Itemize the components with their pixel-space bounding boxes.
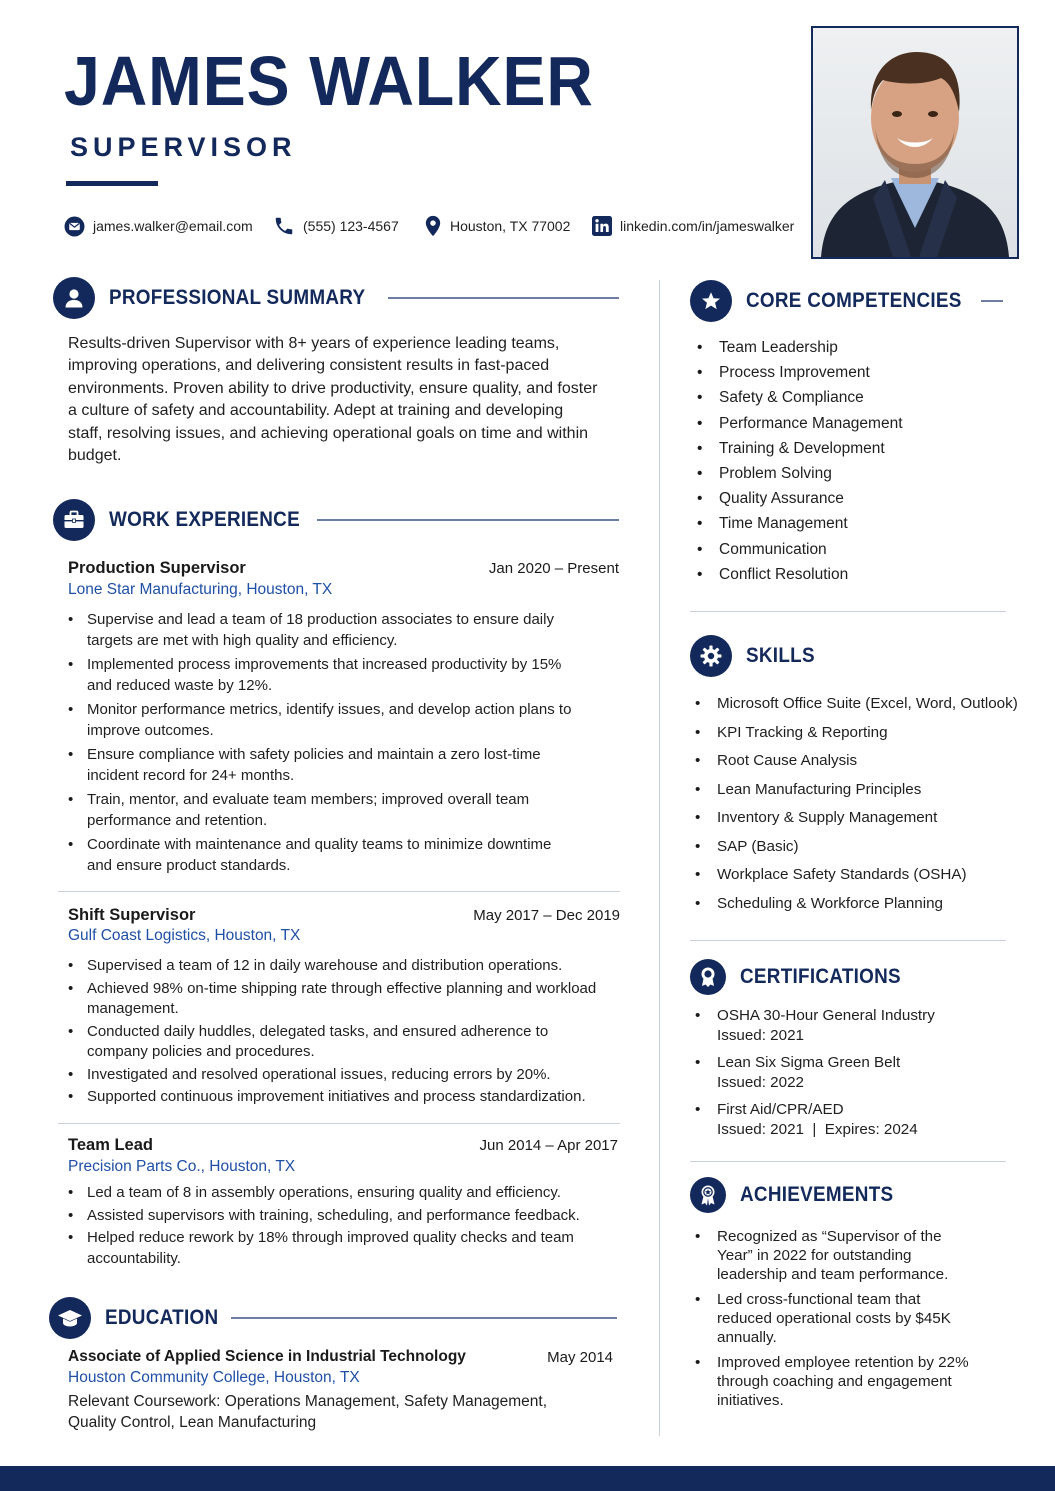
job2-title: Shift Supervisor bbox=[68, 906, 196, 924]
list-item: • Scheduling & Workforce Planning bbox=[690, 890, 1020, 919]
list-item: • Monitor performance metrics, identify issues, and develop action plans to improve outcomes. bbox=[68, 700, 578, 741]
list-item: • Train, mentor, and evaluate team members; improved overall team performance and retention. bbox=[68, 790, 578, 831]
list-item: • Team Leadership bbox=[692, 335, 1002, 360]
list-item: • Recognized as “Supervisor of the Year” in 2022 for outstanding leadership and team performance. bbox=[690, 1227, 975, 1284]
cert-detail: Issued: 2022 bbox=[717, 1074, 804, 1091]
achievements-heading: ACHIEVEMENTS bbox=[740, 1183, 894, 1206]
cert-name: • Lean Six Sigma Green Belt bbox=[717, 1054, 901, 1071]
cert-name: • OSHA 30-Hour General Industry bbox=[717, 1007, 935, 1024]
job2-company: Gulf Coast Logistics, Houston, TX bbox=[68, 927, 301, 944]
section-rule bbox=[317, 519, 619, 521]
experience-heading: WORK EXPERIENCE bbox=[109, 508, 300, 531]
coursework-text: Relevant Coursework: Operations Management, Safety Management, Quality Control, Lean Manufacturing bbox=[68, 1393, 548, 1431]
candidate-name: JAMES WALKER bbox=[64, 42, 594, 120]
list-item: • Safety & Compliance bbox=[692, 385, 1002, 410]
list-item: • Led cross-functional team that reduced operational costs by $45K annually. bbox=[690, 1290, 975, 1347]
title-underline bbox=[66, 181, 158, 186]
phone-icon bbox=[273, 215, 295, 237]
job3-company: Precision Parts Co., Houston, TX bbox=[68, 1158, 296, 1175]
list-item: • Lean Manufacturing Principles bbox=[690, 776, 1020, 805]
graduation-cap-icon bbox=[49, 1297, 91, 1339]
list-item: • Inventory & Supply Management bbox=[690, 804, 1020, 833]
school-name: Houston Community College, Houston, TX bbox=[68, 1369, 360, 1386]
job-divider bbox=[58, 1123, 620, 1124]
cert-detail: Issued: 2021 | Expires: 2024 bbox=[717, 1121, 918, 1138]
section-header-certifications bbox=[690, 959, 1003, 995]
list-item: • Conflict Resolution bbox=[692, 562, 1002, 587]
list-item bbox=[690, 1006, 1000, 1046]
gear-icon bbox=[690, 635, 732, 677]
list-item: • Process Improvement bbox=[692, 360, 1002, 385]
list-item: • Helped reduce rework by 18% through improved quality checks and team accountability. bbox=[68, 1228, 588, 1269]
contact-email[interactable] bbox=[64, 212, 253, 240]
list-item: • Supported continuous improvement initiatives and process standardization. bbox=[68, 1087, 608, 1108]
location-pin-icon bbox=[424, 215, 442, 237]
email-text: james.walker@email.com bbox=[93, 218, 253, 234]
linkedin-icon bbox=[592, 216, 612, 236]
section-rule bbox=[388, 297, 619, 299]
job2-dates: May 2017 – Dec 2019 bbox=[473, 907, 620, 924]
job3-title: Team Lead bbox=[68, 1136, 153, 1154]
job3-dates: Jun 2014 – Apr 2017 bbox=[479, 1137, 618, 1154]
list-item: • Achieved 98% on-time shipping rate through effective planning and workload management. bbox=[68, 979, 608, 1020]
list-item: • Led a team of 8 in assembly operations, ensuring quality and efficiency. bbox=[68, 1183, 588, 1204]
list-item: • Performance Management bbox=[692, 411, 1002, 436]
job-title: SUPERVISOR bbox=[70, 132, 297, 162]
certifications-list bbox=[690, 1006, 1000, 1140]
section-header-experience bbox=[53, 499, 619, 541]
section-header-achievements bbox=[690, 1177, 1003, 1213]
certifications-heading: CERTIFICATIONS bbox=[740, 965, 901, 988]
competencies-list bbox=[692, 335, 1002, 587]
cert-detail: Issued: 2021 bbox=[717, 1027, 804, 1044]
job1-bullets bbox=[68, 610, 578, 876]
job1-dates: Jan 2020 – Present bbox=[488, 560, 619, 577]
list-item: • Improved employee retention by 22% through coaching and engagement initiatives. bbox=[690, 1353, 975, 1410]
job2-bullets bbox=[68, 956, 608, 1108]
linkedin-text: linkedin.com/in/jameswalker bbox=[620, 218, 795, 234]
skills-list bbox=[690, 690, 1020, 918]
summary-heading: PROFESSIONAL SUMMARY bbox=[109, 286, 366, 309]
section-header-summary bbox=[53, 277, 619, 319]
envelope-icon bbox=[64, 216, 85, 237]
education-heading: EDUCATION bbox=[105, 1306, 219, 1329]
summary-text: Results-driven Supervisor with 8+ years of experience leading teams, improving operations, and delivering consistent results in fast-paced environments. Proven ability to drive productivity, ensure quality, and foster a culture of safety and accountability. Adept at training and developing staff, resolving issues, and achieving operational goals on time and within budget. bbox=[68, 335, 598, 465]
degree-title: Associate of Applied Science in Industrial Technology bbox=[68, 1348, 466, 1365]
section-header-skills bbox=[690, 635, 1003, 677]
person-icon bbox=[53, 277, 95, 319]
list-item: • Training & Development bbox=[692, 436, 1002, 461]
list-item: • Time Management bbox=[692, 511, 1002, 536]
section-rule bbox=[231, 1317, 617, 1319]
job1-company: Lone Star Manufacturing, Houston, TX bbox=[68, 581, 333, 598]
list-item: • Coordinate with maintenance and quality teams to minimize downtime and ensure product standards. bbox=[68, 835, 578, 876]
achievements-list bbox=[690, 1227, 975, 1410]
list-item: • Assisted supervisors with training, scheduling, and performance feedback. bbox=[68, 1206, 588, 1227]
list-item: • Communication bbox=[692, 537, 1002, 562]
list-item: • Conducted daily huddles, delegated tasks, and ensured adherence to company policies and procedures. bbox=[68, 1022, 608, 1063]
list-item bbox=[690, 1100, 1000, 1140]
certificate-badge-icon bbox=[690, 959, 726, 995]
column-divider bbox=[659, 280, 660, 1436]
location-text: Houston, TX 77002 bbox=[450, 218, 571, 234]
contact-bar bbox=[64, 212, 804, 240]
job3-bullets bbox=[68, 1183, 588, 1269]
profile-photo bbox=[811, 26, 1019, 259]
section-divider bbox=[690, 940, 1006, 941]
section-divider bbox=[690, 611, 1006, 612]
list-item: • KPI Tracking & Reporting bbox=[690, 719, 1020, 748]
list-item: • Investigated and resolved operational issues, reducing errors by 20%. bbox=[68, 1065, 608, 1086]
award-ribbon-icon bbox=[690, 1177, 726, 1213]
job1-title: Production Supervisor bbox=[68, 559, 246, 577]
section-header-education bbox=[49, 1297, 617, 1339]
section-header-competencies bbox=[690, 280, 1003, 322]
list-item: • Ensure compliance with safety policies and maintain a zero lost-time incident record for 24+ months. bbox=[68, 745, 578, 786]
contact-location bbox=[424, 212, 570, 240]
list-item: • Supervised a team of 12 in daily warehouse and distribution operations. bbox=[68, 956, 608, 977]
skills-heading: SKILLS bbox=[746, 644, 815, 667]
section-divider bbox=[690, 1161, 1006, 1162]
contact-linkedin[interactable] bbox=[592, 212, 794, 240]
list-item bbox=[690, 1053, 1000, 1093]
list-item: • Implemented process improvements that increased productivity by 15% and reduced waste by 12%. bbox=[68, 655, 578, 696]
briefcase-icon bbox=[53, 499, 95, 541]
job-divider bbox=[58, 891, 620, 892]
contact-phone[interactable] bbox=[273, 212, 399, 240]
list-item: • Root Cause Analysis bbox=[690, 747, 1020, 776]
list-item: • SAP (Basic) bbox=[690, 833, 1020, 862]
star-icon bbox=[690, 280, 732, 322]
footer-bar bbox=[0, 1466, 1055, 1491]
phone-text: (555) 123-4567 bbox=[303, 218, 399, 234]
portrait-illustration bbox=[813, 28, 1017, 257]
list-item: • Microsoft Office Suite (Excel, Word, Outlook) bbox=[690, 690, 1020, 719]
competencies-heading: CORE COMPETENCIES bbox=[746, 289, 962, 312]
cert-name: • First Aid/CPR/AED bbox=[717, 1101, 844, 1118]
list-item: • Workplace Safety Standards (OSHA) bbox=[690, 861, 1020, 890]
list-item: • Problem Solving bbox=[692, 461, 1002, 486]
education-date: May 2014 bbox=[547, 1349, 613, 1366]
list-item: • Supervise and lead a team of 18 production associates to ensure daily targets are met with high quality and efficiency. bbox=[68, 610, 578, 651]
section-rule bbox=[981, 300, 1003, 302]
list-item: • Quality Assurance bbox=[692, 486, 1002, 511]
